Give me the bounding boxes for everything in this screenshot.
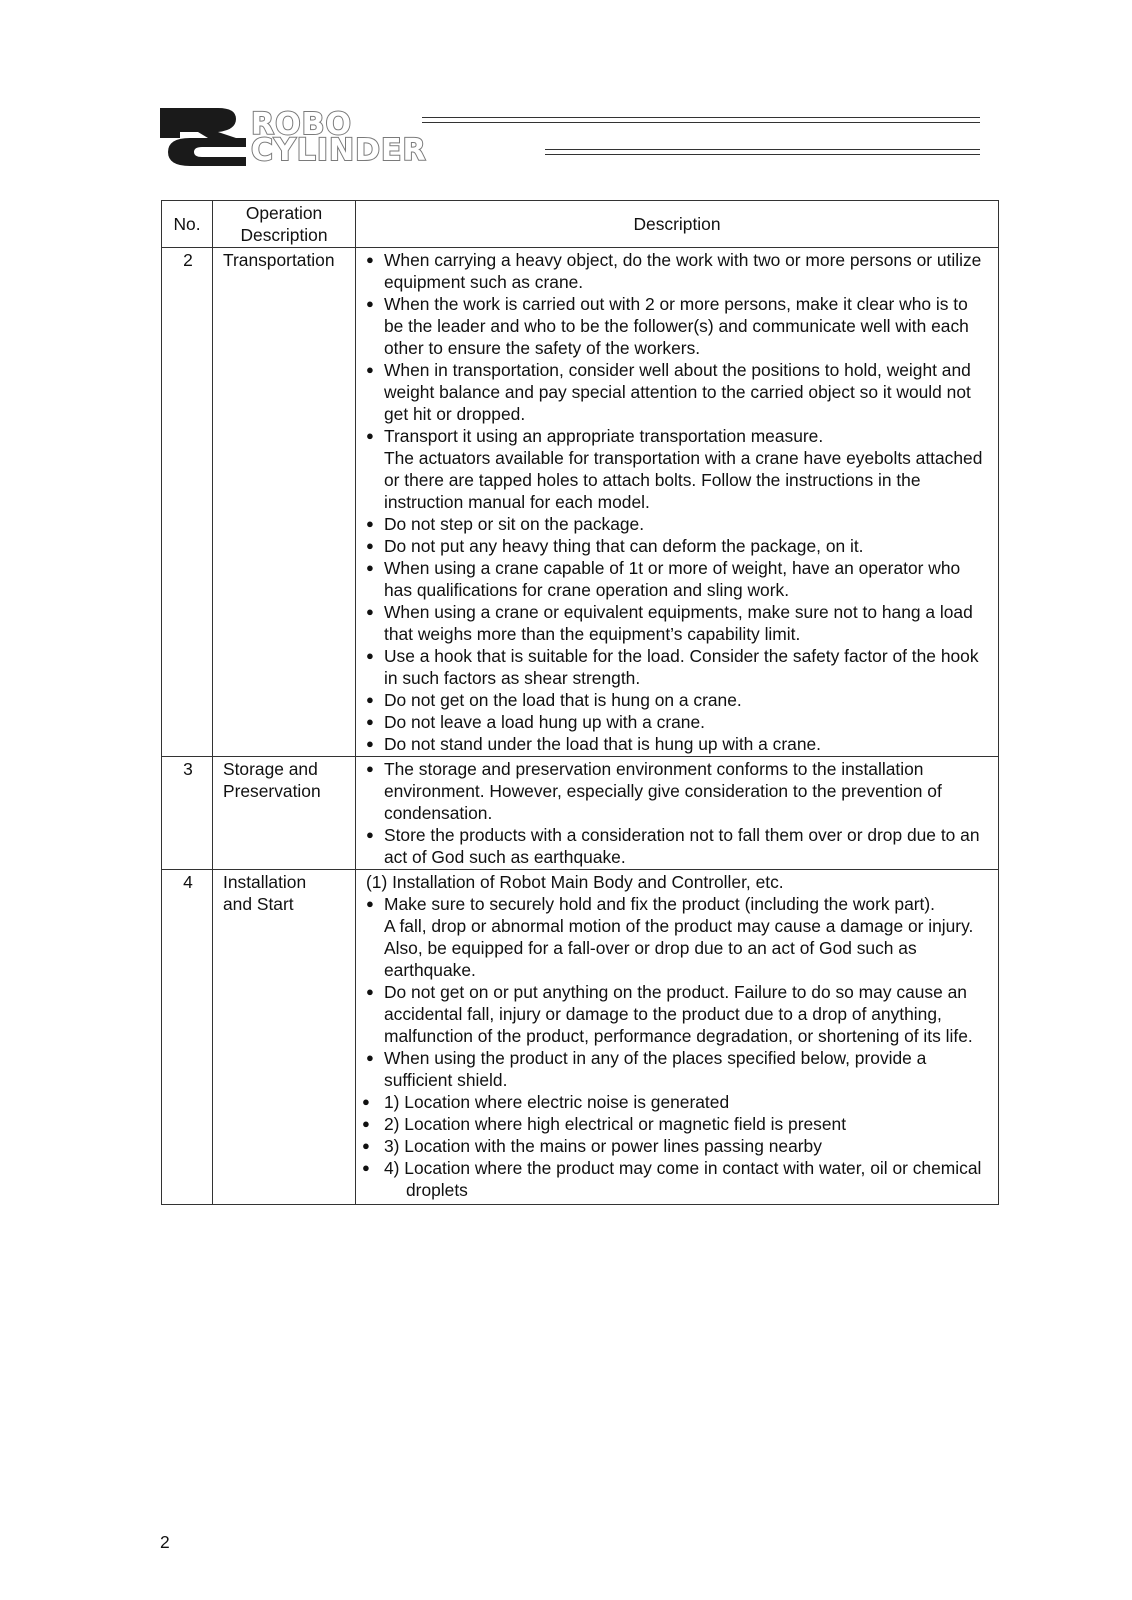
row-operation bbox=[213, 757, 356, 870]
list-item bbox=[366, 1047, 990, 1201]
row-operation-line1: Transportation bbox=[223, 250, 335, 270]
list-item: ● When the work is carried out with 2 or more persons, make it clear who is to be the leader and who to be the follower(s) and communicate well with each other to ensure the safety of the workers. bbox=[366, 293, 990, 359]
list-item: ● Use a hook that is suitable for the load. Consider the safety factor of the hook in such factors as shear strength. bbox=[366, 645, 990, 689]
list-item: ● Do not put any heavy thing that can deform the package, on it. bbox=[366, 535, 990, 557]
page-number: 2 bbox=[160, 1532, 170, 1552]
header-rule bbox=[545, 149, 980, 150]
row-description bbox=[356, 248, 999, 757]
header-no: No. bbox=[162, 201, 213, 248]
table-row bbox=[162, 248, 999, 757]
table-row bbox=[162, 870, 999, 1205]
table-header-row bbox=[162, 201, 999, 248]
robo-cylinder-logo bbox=[160, 108, 980, 168]
list-item-text: ● Make sure to securely hold and fix the product (including the work part). bbox=[384, 894, 935, 914]
list-item-note: A fall, drop or abnormal motion of the product may cause a damage or injury. bbox=[384, 916, 974, 936]
list-item-note: The actuators available for transportation with a crane have eyebolts attached or there are tapped holes to attach bolts. Follow the instructions in the instruction manual for each model. bbox=[384, 448, 983, 512]
places-list bbox=[384, 1091, 990, 1201]
list-item-text: ● When using the product in any of the places specified below, provide a sufficient shield. bbox=[384, 1048, 927, 1090]
list-item: ● When using a crane capable of 1t or more of weight, have an operator who has qualifications for crane operation and sling work. bbox=[366, 557, 990, 601]
row-operation bbox=[213, 248, 356, 757]
row-description bbox=[356, 757, 999, 870]
table-row bbox=[162, 757, 999, 870]
header-rule bbox=[422, 122, 980, 123]
logo-word-cylinder: CYLINDER bbox=[251, 133, 427, 168]
places-list-item: ● 3) Location with the mains or power lines passing nearby bbox=[384, 1135, 990, 1157]
row-number: 3 bbox=[162, 757, 213, 870]
list-item: ● When using a crane or equivalent equipments, make sure not to hang a load that weighs more than the equipment’s capability limit. bbox=[366, 601, 990, 645]
rc-logo-mark-icon bbox=[160, 108, 246, 166]
row-operation-line2: and Start bbox=[223, 894, 294, 914]
row-description bbox=[356, 870, 999, 1205]
header-rule bbox=[422, 117, 980, 118]
list-item: ● Do not leave a load hung up with a crane. bbox=[366, 711, 990, 733]
list-item: ● Do not step or sit on the package. bbox=[366, 513, 990, 535]
row-operation bbox=[213, 870, 356, 1205]
header-operation-line2: Description bbox=[240, 225, 328, 245]
list-item-note: Also, be equipped for a fall-over or drop due to an act of God such as earthquake. bbox=[384, 938, 917, 980]
header-description: Description bbox=[356, 201, 999, 248]
list-item: ● The storage and preservation environment conforms to the installation environment. However, especially give consideration to the prevention of condensation. bbox=[366, 758, 990, 824]
header-operation bbox=[213, 201, 356, 248]
logo-word-robo: ROBO bbox=[251, 107, 352, 142]
list-item-text: ● Transport it using an appropriate transportation measure. bbox=[384, 426, 824, 446]
places-list-item: ● 1) Location where electric noise is generated bbox=[384, 1091, 990, 1113]
section-heading: (1) Installation of Robot Main Body and Controller, etc. bbox=[366, 872, 784, 892]
list-item: ● Do not get on or put anything on the product. Failure to do so may cause an accidental fall, injury or damage to the product due to a drop of anything, malfunction of the product, performance degradation, or shortening of its life. bbox=[366, 981, 990, 1047]
row-operation-line2: Preservation bbox=[223, 781, 321, 801]
row-number: 2 bbox=[162, 248, 213, 757]
list-item: ● When in transportation, consider well about the positions to hold, weight and weight balance and pay special attention to the carried object so it would not get hit or dropped. bbox=[366, 359, 990, 425]
row-number: 4 bbox=[162, 870, 213, 1205]
header-rule bbox=[545, 154, 980, 155]
operation-table bbox=[161, 200, 999, 1205]
list-item bbox=[366, 893, 990, 981]
places-list-item: ● 4) Location where the product may come in contact with water, oil or chemical droplets bbox=[384, 1157, 990, 1201]
list-item: ● When carrying a heavy object, do the work with two or more persons or utilize equipment such as crane. bbox=[366, 249, 990, 293]
list-item: ● Store the products with a consideration not to fall them over or drop due to an act of God such as earthquake. bbox=[366, 824, 990, 868]
list-item bbox=[366, 425, 990, 513]
header-operation-line1: Operation bbox=[245, 203, 323, 223]
row-operation-line1: Storage and bbox=[223, 759, 318, 779]
places-list-item: ● 2) Location where high electrical or magnetic field is present bbox=[384, 1113, 990, 1135]
list-item: ● Do not stand under the load that is hung up with a crane. bbox=[366, 733, 990, 755]
list-item: ● Do not get on the load that is hung on a crane. bbox=[366, 689, 990, 711]
row-operation-line1: Installation bbox=[223, 872, 307, 892]
